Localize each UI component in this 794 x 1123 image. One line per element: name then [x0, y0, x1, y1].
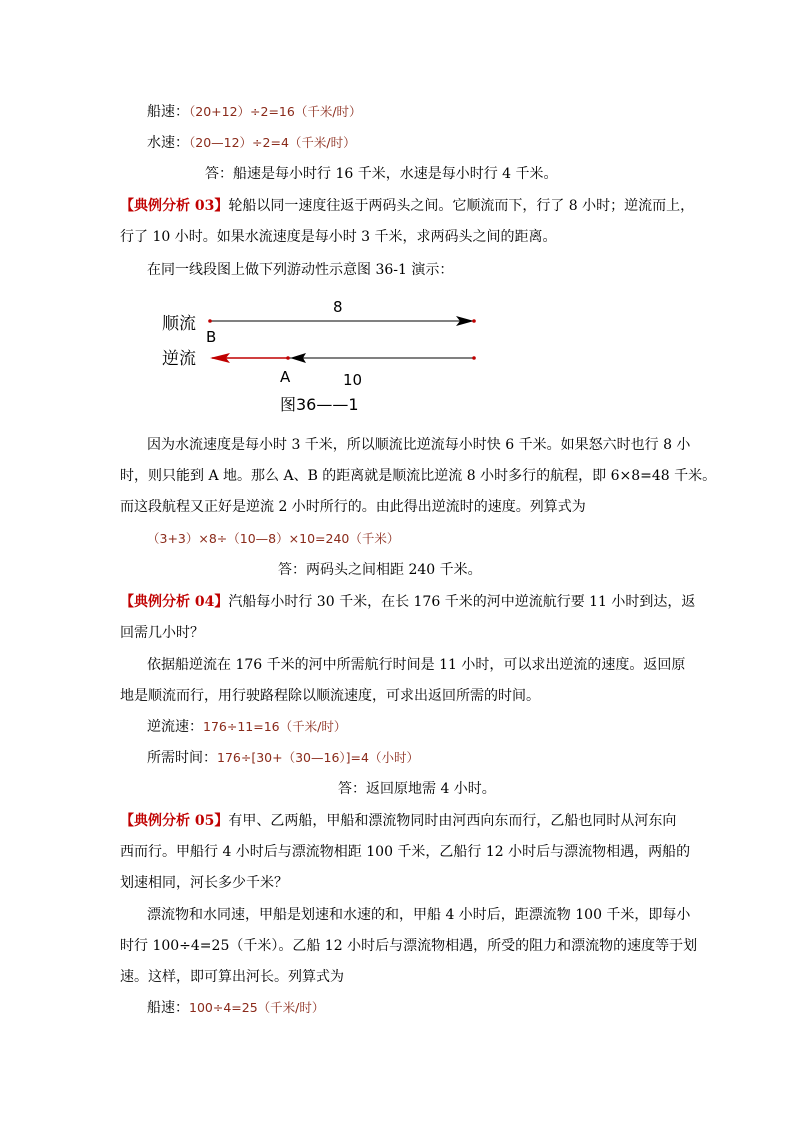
boat-speed-expr: （20+12）÷2=16（千米/时）: [189, 104, 362, 119]
example-05-question-line-1: [120, 811, 676, 831]
example-04-para-1: 依据船逆流在 176 千米的河中所需航行时间是 11 小时，可以求出逆流的速度。返回原: [147, 657, 686, 673]
example-04-question-line-2: 回需几小时？: [120, 625, 204, 641]
example-04-para-2: 地是顺流而行，用行驶路程除以顺流速度，可求出返回所需的时间。: [120, 688, 540, 704]
point-end-top: [472, 319, 476, 323]
figure-intro: 在同一线段图上做下列游动性示意图 36-1 演示：: [147, 262, 454, 278]
example-05-boat-speed-label: 船速：: [147, 1000, 189, 1016]
example-04-tag: 【典例分析 04】: [120, 594, 229, 610]
figure-36-1: [150, 290, 490, 420]
example-05-question-line-3: 划速相同，河长多少千米？: [120, 875, 288, 891]
example-03-para-2: 时，则只能到 A 地。那么 A、B 的距离就是顺流比逆流 8 小时多行的航程，即 6×8=48 千米。: [120, 468, 717, 484]
example-04-q1: 汽船每小时行 30 千米，在长 176 千米的河中逆流航行要 11 小时到达，返: [228, 594, 696, 610]
boat-speed-label: 船速：: [147, 104, 189, 120]
example-05-question-line-2: 西而行。甲船行 4 小时后与漂流物相距 100 千米，乙船行 12 小时后与漂流物相遇，两船的: [120, 844, 691, 860]
example-05-para-2: 时行 100÷4=25（千米）。乙船 12 小时后与漂流物相遇，所受的阻力和漂流物的速度等于划: [120, 938, 698, 954]
time-needed-line: [147, 748, 419, 768]
example-03-question-line-1: [120, 196, 694, 216]
example-03-answer: 答：两码头之间相距 240 千米。: [278, 562, 482, 578]
label-B: B: [206, 328, 217, 346]
label-upstream: 逆流: [162, 349, 196, 369]
time-needed-label: 所需时间：: [147, 750, 217, 766]
upstream-speed-line: [147, 717, 346, 737]
example-03-para-3: 而这段航程又正好是逆流 2 小时所行的。由此得出逆流时的速度。列算式为: [120, 499, 586, 515]
label-downstream: 顺流: [162, 314, 196, 334]
example-05-boat-speed-expr: 100÷4=25（千米/时）: [189, 1000, 325, 1015]
boat-speed-line: [147, 102, 362, 122]
example-04-answer: 答：返回原地需 4 小时。: [338, 781, 496, 797]
figure-caption: 图36——1: [280, 395, 359, 414]
point-start-top: [208, 319, 212, 323]
label-A: A: [280, 368, 291, 386]
time-needed-expr: 176÷[30+（30—16）]=4（小时）: [217, 750, 419, 765]
example-03-formula: （3+3）×8÷（10—8）×10=240（千米）: [147, 531, 400, 546]
example-05-para-1: 漂流物和水同速，甲船是划速和水速的和，甲船 4 小时后，距漂流物 100 千米，即每小: [147, 907, 691, 923]
example-05-tag: 【典例分析 05】: [120, 813, 229, 829]
point-A: [286, 356, 290, 360]
answer-1: 答：船速是每小时行 16 千米，水速是每小时行 4 千米。: [205, 166, 558, 182]
upstream-speed-label: 逆流速：: [147, 719, 203, 735]
point-end-bottom: [472, 356, 476, 360]
example-05-q1: 有甲、乙两船，甲船和漂流物同时由河西向东而行，乙船也同时从河东向: [228, 813, 677, 829]
label-8: 8: [333, 298, 343, 316]
water-speed-expr: （20—12）÷2=4（千米/时）: [189, 135, 356, 150]
example-03-question-line-2: 行了 10 小时。如果水流速度是每小时 3 千米，求两码头之间的距离。: [120, 229, 557, 245]
example-05-boat-speed-line: [147, 998, 324, 1018]
upstream-speed-expr: 176÷11=16（千米/时）: [203, 719, 347, 734]
example-04-question-line-1: [120, 592, 695, 612]
example-03-tag: 【典例分析 03】: [120, 198, 229, 214]
example-03-q1: 轮船以同一速度往返于两码头之间。它顺流而下，行了 8 小时；逆流而上，: [228, 198, 695, 214]
label-10: 10: [343, 371, 363, 389]
water-speed-line: [147, 133, 356, 153]
water-speed-label: 水速：: [147, 135, 189, 151]
example-03-para-1: 因为水流速度是每小时 3 千米，所以顺流比逆流每小时快 6 千米。如果怒六时也行 8 小: [147, 437, 691, 453]
example-05-para-3: 速。这样，即可算出河长。列算式为: [120, 969, 344, 985]
